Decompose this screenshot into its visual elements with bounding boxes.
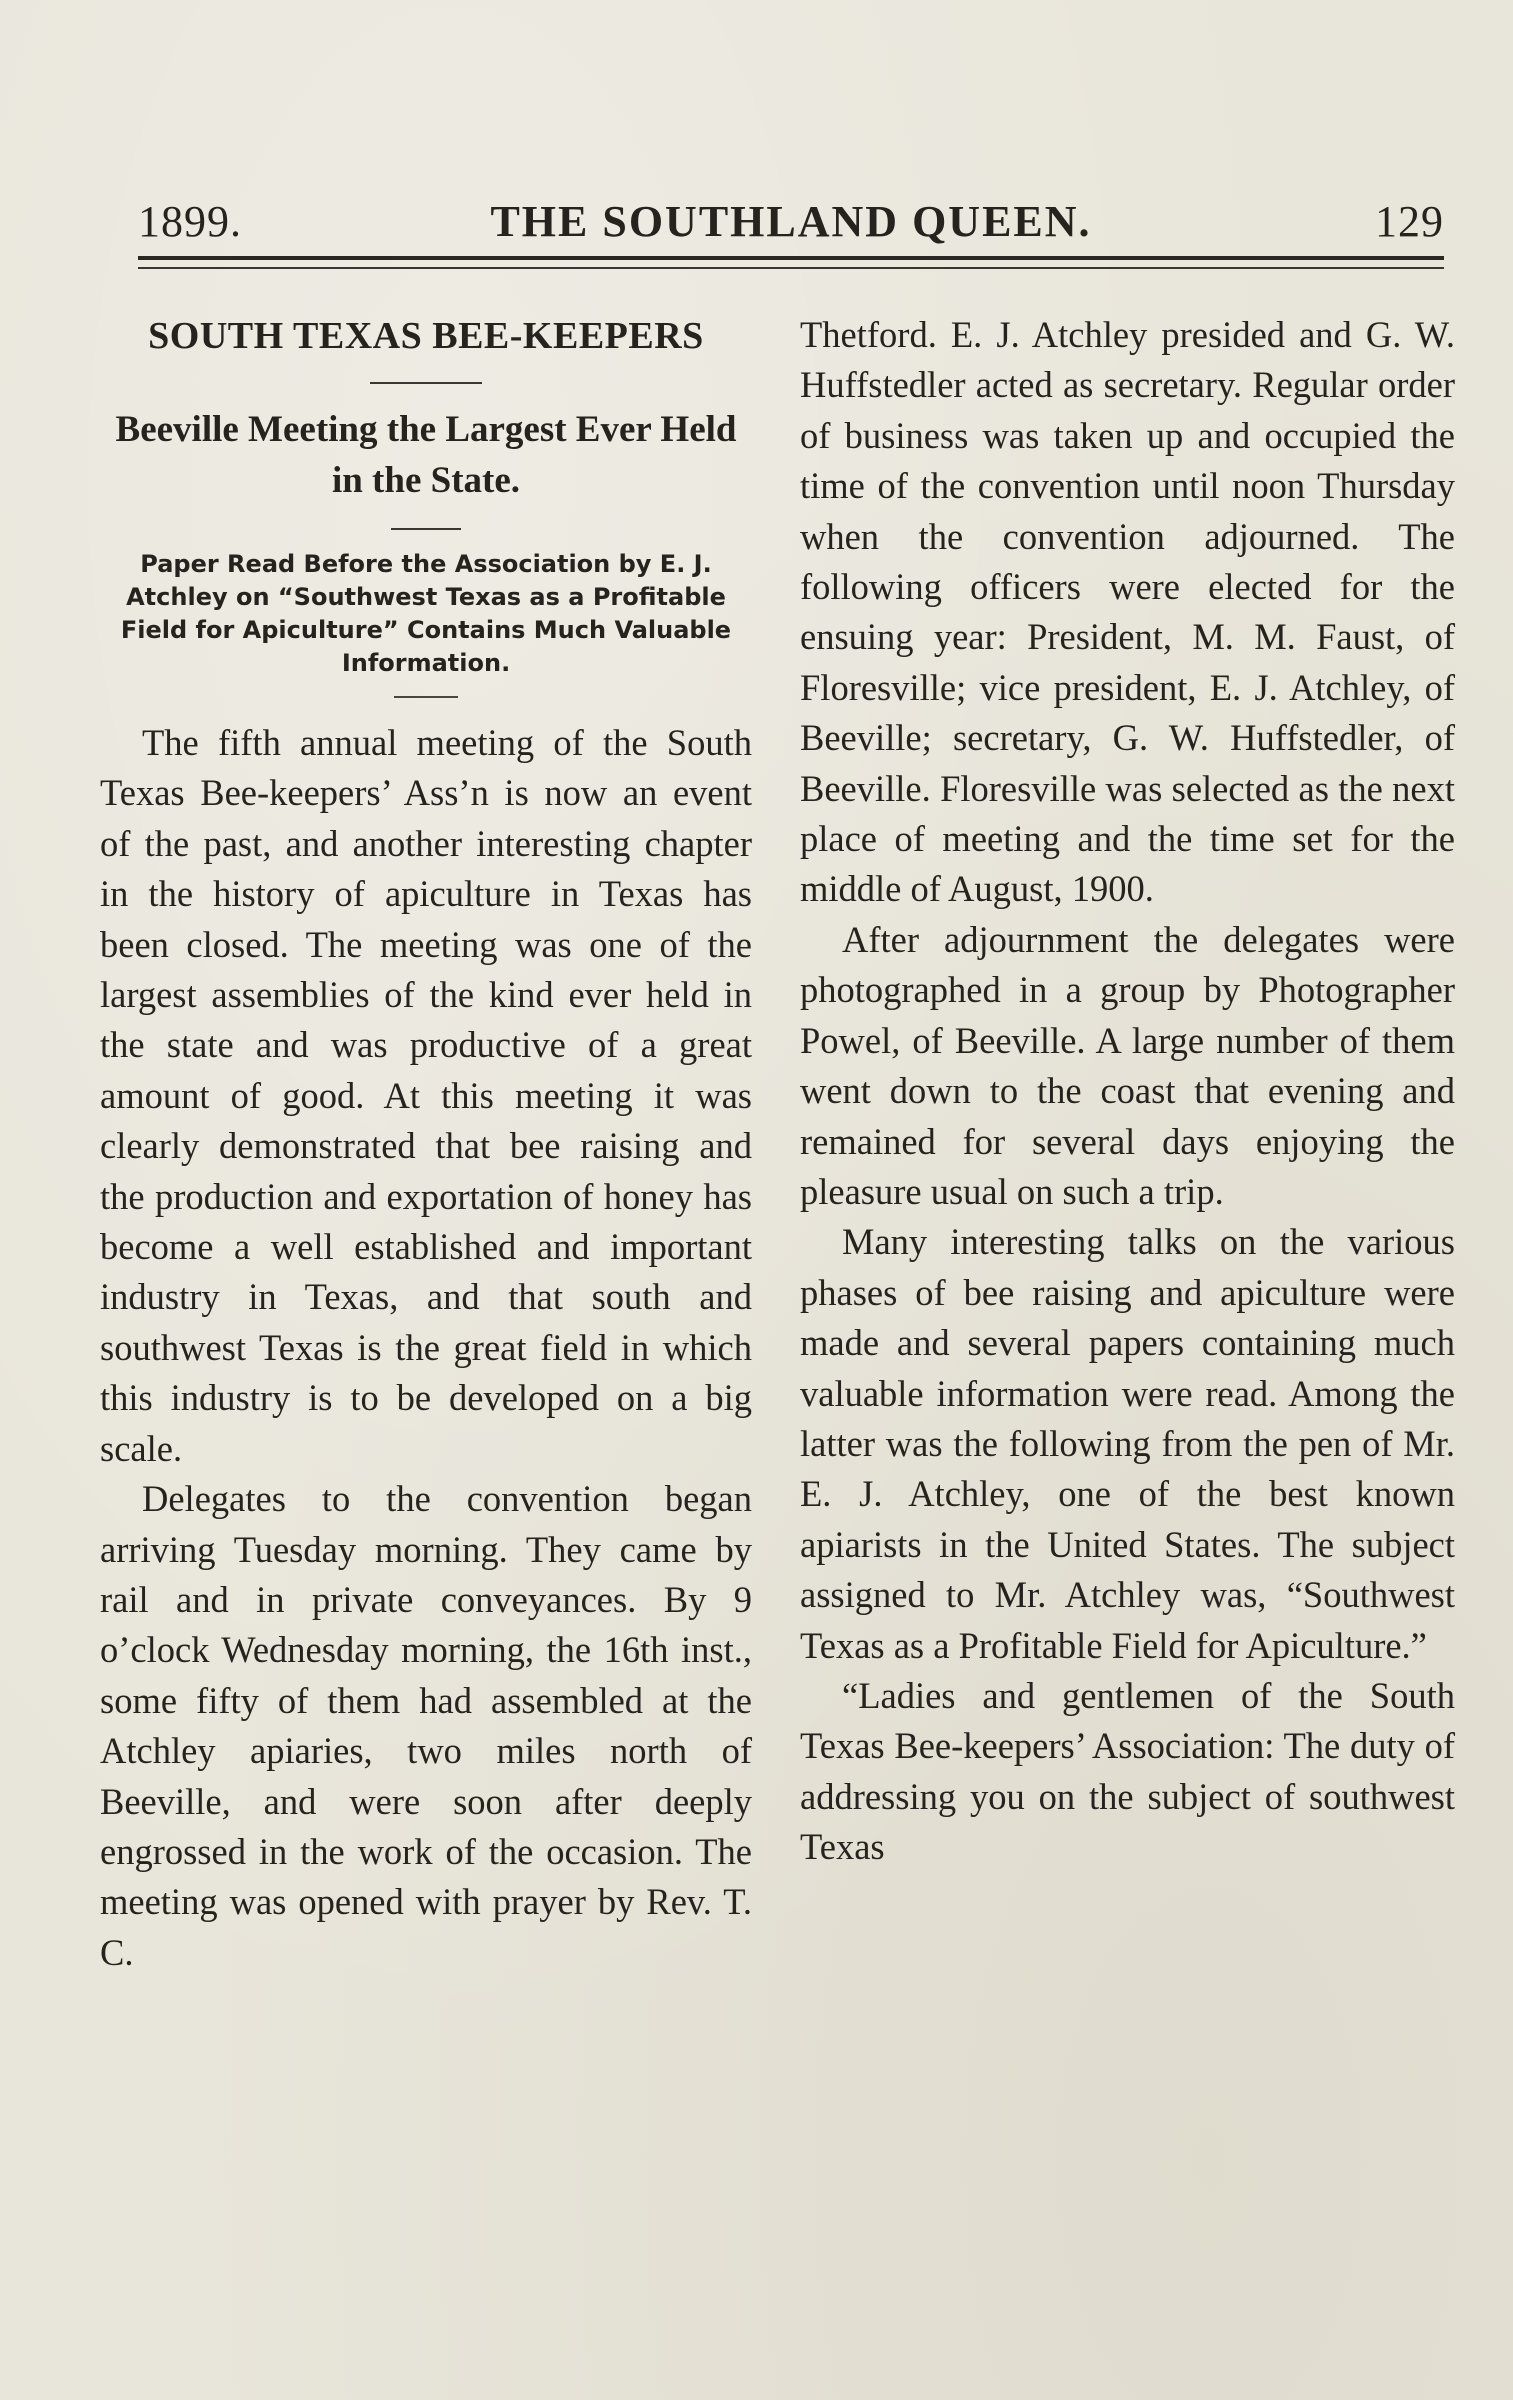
body-paragraph: Thetford. E. J. Atchley presided and G. W. Huffstedler acted as secretary. Regular order of business was taken up and occupied the time of the convention until noon Thursday when the convention adjourned. The following officers were elected for the ensuing year: President, M. M. Faust, of Floresville; vice president, E. J. Atchley, of Beeville; secretary, G. W. Huffstedler, of Beeville. Floresville was selected as the next place of meeting and the time set for the middle of August, 1900. xyxy=(800,314,1455,910)
issue-year: 1899. xyxy=(138,197,242,246)
running-head xyxy=(138,196,1444,256)
body-paragraph: “Ladies and gentlemen of the South Texas Bee-keepers’ Association: The duty of addressing you on the subject of southwest Texas xyxy=(800,1674,1455,1868)
publication-title: THE SOUTHLAND QUEEN. xyxy=(490,197,1092,246)
header-rule-thin xyxy=(138,267,1444,269)
body-paragraph: Delegates to the convention began arriving Tuesday morning. They came by rail and in private conveyances. By 9 o’clock Wednesday morning, the 16th inst., some fifty of them had assembled at the Atchley apiaries, two miles north of Beeville, and were soon after deeply engrossed in the work of the occasion. The meeting was opened with prayer by Rev. T. C. xyxy=(100,1478,752,1973)
body-paragraph: The fifth annual meeting of the South Texas Bee-keepers’ Ass’n is now an event of the past, and another interesting chapter in the history of apiculture in Texas has been closed. The meeting was one of the largest assemblies of the kind ever held in the state and was productive of a great amount of good. At this meeting it was clearly demonstrated that bee raising and the production and exportation of honey has become a well established and important industry in Texas, and that south and southwest Texas is the great field in which this industry is to be developed on a big scale. xyxy=(100,722,752,1469)
article-deck: Beeville Meeting the Largest Ever Held in the State. xyxy=(115,409,737,501)
body-paragraph: After adjournment the delegates were photographed in a group by Photographer Powel, of Beeville. A large number of them went down to the coast that evening and remained for several days enjoying the pleasure usual on such a trip. xyxy=(800,918,1455,1212)
body-paragraph: Many interesting talks on the various phases of bee raising and apiculture were made and several papers containing much valuable information were read. Among the latter was the following from the pen of Mr. E. J. Atchley, one of the best known apiarists in the United States. The subject assigned to Mr. Atchley was, “Southwest Texas as a Profitable Field for Apiculture.” xyxy=(800,1221,1455,1666)
headline-divider xyxy=(370,382,482,384)
page-number: 129 xyxy=(1375,197,1444,246)
left-column xyxy=(100,310,752,1978)
article-summary: Paper Read Before the Association by E. J. Atchley on “Southwest Texas as a Profitable Field for Apiculture” Contains Much Valuable Information. xyxy=(120,550,732,677)
deck-divider xyxy=(391,528,461,530)
article-headline: SOUTH TEXAS BEE-KEEPERS xyxy=(148,315,704,357)
header-rule-thick xyxy=(138,256,1444,260)
summary-divider xyxy=(394,696,458,698)
right-column xyxy=(800,310,1455,1873)
